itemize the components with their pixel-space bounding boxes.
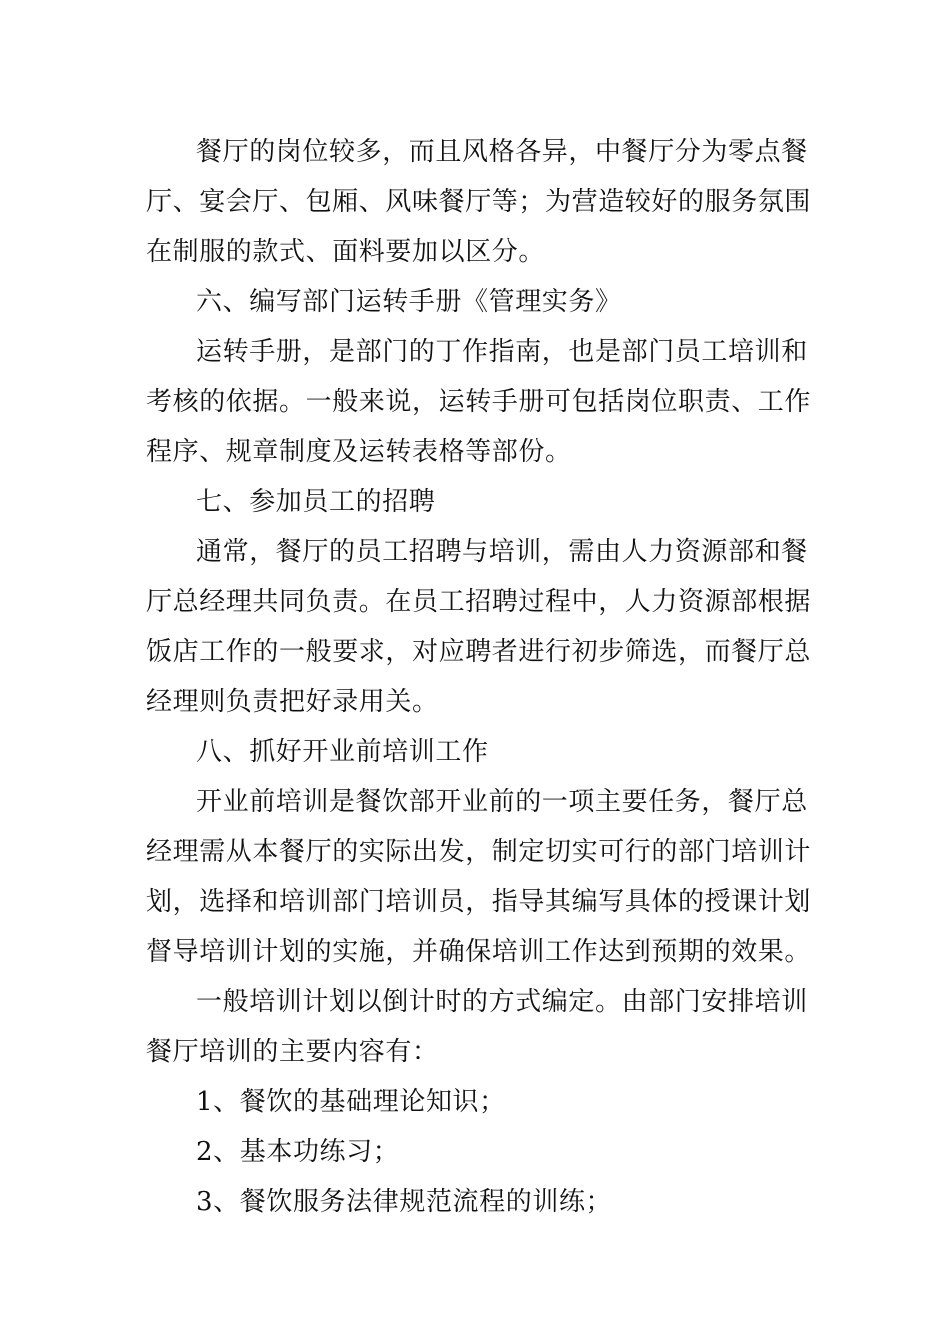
paragraph-line: 在制服的款式、面料要加以区分。 [146, 237, 546, 267]
paragraph-line: 经理则负责把好录用关。 [146, 687, 439, 717]
list-item: 3、餐饮服务法律规范流程的训练； [196, 1187, 613, 1217]
paragraph-line: 考核的依据。一般来说，运转手册可包括岗位职责、工作 [146, 387, 812, 417]
paragraph-line: 厅总经理共同负责。在员工招聘过程中，人力资源部根据 [146, 587, 812, 617]
section-heading: 六、编写部门运转手册《管理实务》 [196, 287, 622, 317]
list-item: 1、餐饮的基础理论知识； [196, 1087, 506, 1117]
paragraph-line: 通常，餐厅的员工招聘与培训，需由人力资源部和餐 [196, 537, 808, 567]
paragraph-line: 一般培训计划以倒计时的方式编定。由部门安排培训 [196, 987, 808, 1017]
paragraph-line: 厅、宴会厅、包厢、风味餐厅等；为营造较好的服务氛围 [146, 187, 812, 217]
paragraph-line: 划，选择和培训部门培训员，指导其编写具体的授课计划 [146, 887, 812, 917]
paragraph-line: 饭店工作的一般要求，对应聘者进行初步筛选，而餐厅总 [146, 637, 812, 667]
paragraph-line: 督导培训计划的实施，并确保培训工作达到预期的效果。 [146, 937, 812, 967]
paragraph-line: 开业前培训是餐饮部开业前的一项主要任务，餐厅总 [196, 787, 808, 817]
paragraph-line: 经理需从本餐厅的实际出发，制定切实可行的部门培训计 [146, 837, 812, 867]
paragraph-line: 餐厅培训的主要内容有： [146, 1037, 439, 1067]
list-item: 2、基本功练习； [196, 1137, 400, 1167]
paragraph-line: 餐厅的岗位较多，而且风格各异，中餐厅分为零点餐 [196, 137, 808, 167]
section-heading: 八、抓好开业前培训工作 [196, 737, 489, 767]
section-heading: 七、参加员工的招聘 [196, 487, 436, 517]
paragraph-line: 程序、规章制度及运转表格等部份。 [146, 437, 572, 467]
paragraph-line: 运转手册，是部门的丁作指南，也是部门员工培训和 [196, 337, 808, 367]
